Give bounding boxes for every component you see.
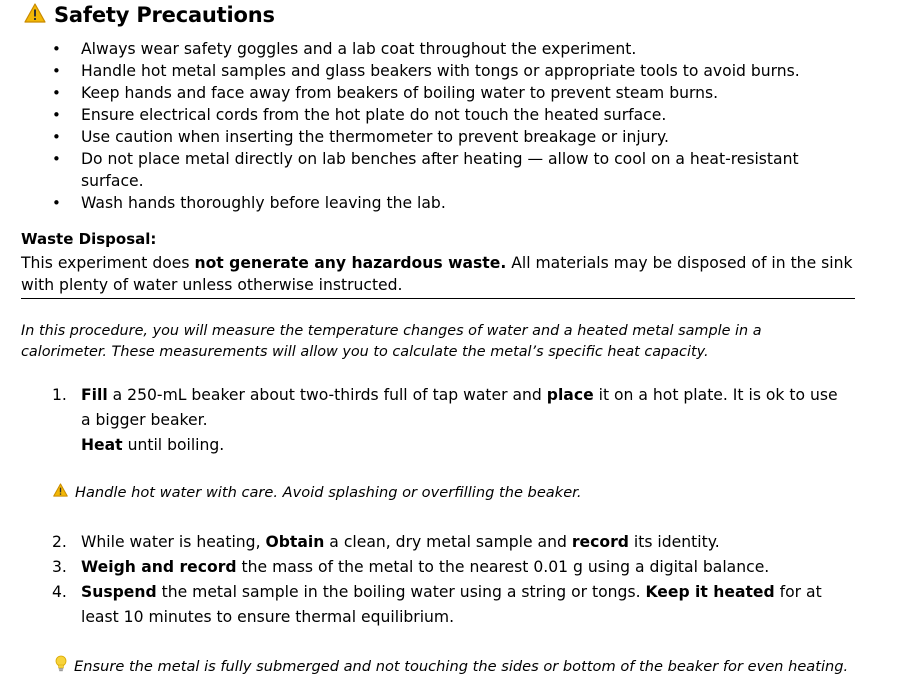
step-text: a clean, dry metal sample and [324,533,572,551]
waste-disposal-text [21,252,855,299]
step-verb: Fill [81,386,108,404]
step-text: the mass of the metal to the nearest 0.01 g using a digital balance. [236,558,770,576]
step-text: the metal sample in the boiling water using a string or tongs. [156,583,646,601]
step-verb: record [571,533,629,551]
lightbulb-icon [55,655,67,677]
step-verb: Keep it heated [645,583,775,601]
safety-list [52,38,852,214]
step-item [52,383,852,458]
step-number: 4. [52,583,67,601]
step-text: its identity. [628,533,720,551]
step-text: While water is heating, [81,533,266,551]
warning-icon [53,483,68,501]
step-text: it on a hot plate. It is ok to use a bigger beaker. [81,386,838,429]
safety-heading [24,3,275,27]
list-item: • Do not place metal directly on lab benches after heating — allow to cool on a heat-resistant surface. [52,148,852,192]
tip-note [55,655,848,677]
step-number: 2. [52,533,67,551]
waste-text-part: This experiment does [21,254,195,272]
step-text: for at least 10 minutes to ensure thermal equilibrium. [81,583,822,626]
list-item: • Ensure electrical cords from the hot plate do not touch the heated surface. [52,104,852,126]
list-item: • Use caution when inserting the thermometer to prevent breakage or injury. [52,126,852,148]
warning-icon [24,3,46,27]
step-item [52,555,852,580]
tip-text: Ensure the metal is fully submerged and not touching the sides or bottom of the beaker for even heating. [74,657,849,675]
page-title: Safety Precautions [54,3,275,27]
step-verb: Heat [81,436,123,454]
list-item: • Wash hands thoroughly before leaving the lab. [52,192,852,214]
list-item: • Always wear safety goggles and a lab coat throughout the experiment. [52,38,852,60]
step-verb: Suspend [81,583,157,601]
procedure-intro: In this procedure, you will measure the temperature changes of water and a heated metal sample in a calorimeter. These measurements will allow you to calculate the metal’s specific heat capacity. [21,323,762,360]
step-number: 1. [52,386,67,404]
waste-disposal-heading: Waste Disposal: [21,230,157,248]
caution-text: Handle hot water with care. Avoid splashing or overfilling the beaker. [75,483,582,501]
procedure-steps-continued [52,530,852,630]
step-item [52,530,852,555]
step-text: a 250-mL beaker about two-thirds full of tap water and [107,386,547,404]
step-verb: place [546,386,594,404]
caution-note [53,483,581,501]
waste-text-bold: not generate any hazardous waste. [194,254,507,272]
step-text: until boiling. [122,436,225,454]
waste-text-part: All materials may be disposed of in the sink with plenty of water unless otherwise instructed. [21,254,853,294]
list-item: • Handle hot metal samples and glass beakers with tongs or appropriate tools to avoid burns. [52,60,852,82]
step-item [52,580,852,630]
step-number: 3. [52,558,67,576]
step-verb: Weigh and record [81,558,237,576]
procedure-steps [52,383,852,458]
step-verb: Obtain [265,533,325,551]
list-item: • Keep hands and face away from beakers of boiling water to prevent steam burns. [52,82,852,104]
